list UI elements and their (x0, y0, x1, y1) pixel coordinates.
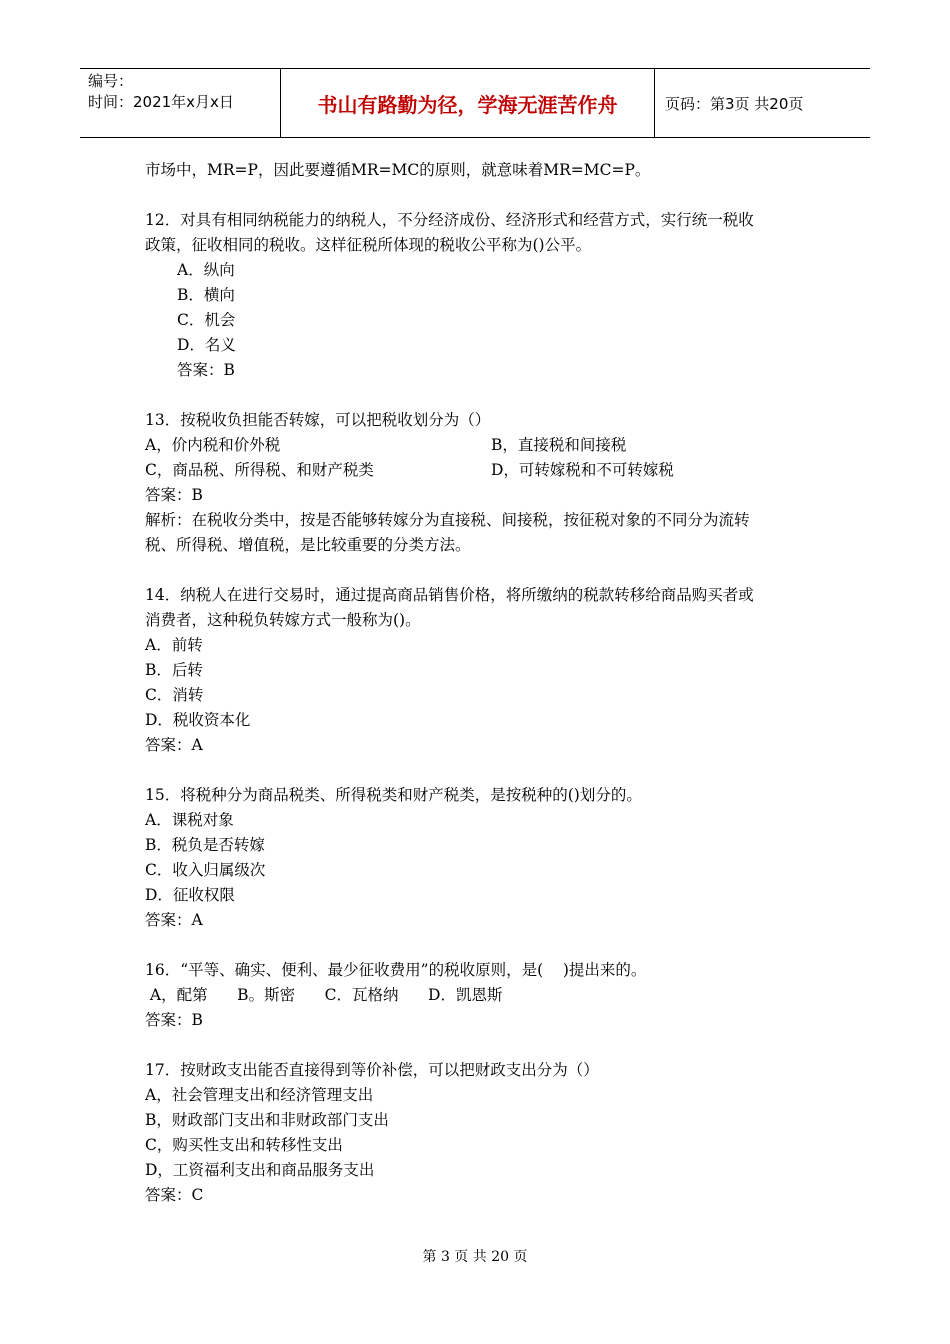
question-15 (145, 783, 815, 933)
option-d: D．税收资本化 (145, 711, 251, 729)
question-14 (145, 583, 815, 758)
option-d: D，可转嫁税和不可转嫁税 (491, 461, 674, 479)
option-c: C，商品税、所得税、和财产税类 (145, 461, 374, 479)
question-text: 16．“平等、确实、便利、最少征收费用”的税收原则，是( )提出来的。 (145, 961, 647, 979)
option-b: B，财政部门支出和非财政部门支出 (145, 1111, 389, 1129)
question-13 (145, 408, 815, 558)
option-d: D．名义 (177, 336, 236, 354)
option-c: C．机会 (177, 311, 236, 329)
page-footer: 第 3 页 共 20 页 (422, 1249, 528, 1265)
answer: 答案：B (177, 361, 235, 379)
document-body (145, 158, 815, 1208)
option-c: C．消转 (145, 686, 204, 704)
analysis-text: 解析：在税收分类中，按是否能够转嫁分为直接税、间接税，按征税对象的不同分为流转 (145, 511, 750, 529)
option-a: A．课税对象 (145, 811, 234, 829)
option-a: A，社会管理支出和经济管理支出 (145, 1086, 374, 1104)
answer: 答案：C (145, 1186, 204, 1204)
question-text: 消费者，这种税负转嫁方式一般称为()。 (145, 611, 421, 629)
option-d: D，工资福利支出和商品服务支出 (145, 1161, 375, 1179)
question-16 (145, 958, 815, 1033)
question-17 (145, 1058, 815, 1208)
option-c: C．收入归属级次 (145, 861, 266, 879)
option-b: B．税负是否转嫁 (145, 836, 265, 854)
option-b: B．横向 (177, 286, 235, 304)
option-b: B．后转 (145, 661, 203, 679)
question-text: 13．按税收负担能否转嫁，可以把税收划分为（） (145, 411, 491, 429)
header-page-number: 页码：第3页 共20页 (665, 94, 804, 113)
answer: 答案：A (145, 736, 203, 754)
question-text: 14．纳税人在进行交易时，通过提高商品销售价格，将所缴纳的税款转移给商品购买者或 (145, 586, 754, 604)
header-meta (80, 69, 281, 137)
answer: 答案：B (145, 1011, 203, 1029)
answer: 答案：A (145, 911, 203, 929)
header-motto: 书山有路勤为径，学海无涯苦作舟 (281, 69, 655, 137)
document-date: 时间：2021年x月x日 (88, 93, 234, 111)
document-number: 编号： (88, 72, 134, 90)
question-text: 政策，征收相同的税收。这样征税所体现的税收公平称为()公平。 (145, 236, 592, 254)
answer: 答案：B (145, 486, 203, 504)
option-a: A．纵向 (177, 261, 235, 279)
option-c: C，购买性支出和转移性支出 (145, 1136, 343, 1154)
intro-text: 市场中，MR=P，因此要遵循MR=MC的原则，就意味着MR=MC=P。 (145, 161, 651, 179)
option-a: A．前转 (145, 636, 203, 654)
question-12 (145, 208, 815, 383)
question-text: 15．将税种分为商品税类、所得税类和财产税类，是按税种的()划分的。 (145, 786, 642, 804)
page-header (80, 68, 870, 138)
question-text: 12．对具有相同纳税能力的纳税人，不分经济成份、经济形式和经营方式，实行统一税收 (145, 211, 754, 229)
option-a: A，价内税和价外税 (145, 436, 281, 454)
option-d: D．征收权限 (145, 886, 235, 904)
option-b: B，直接税和间接税 (491, 436, 627, 454)
options-inline: A，配第 B。斯密 C．瓦格纳 D．凯恩斯 (145, 986, 503, 1004)
question-text: 17．按财政支出能否直接得到等价补偿，可以把财政支出分为（） (145, 1061, 599, 1079)
analysis-text: 税、所得税、增值税，是比较重要的分类方法。 (145, 536, 471, 554)
